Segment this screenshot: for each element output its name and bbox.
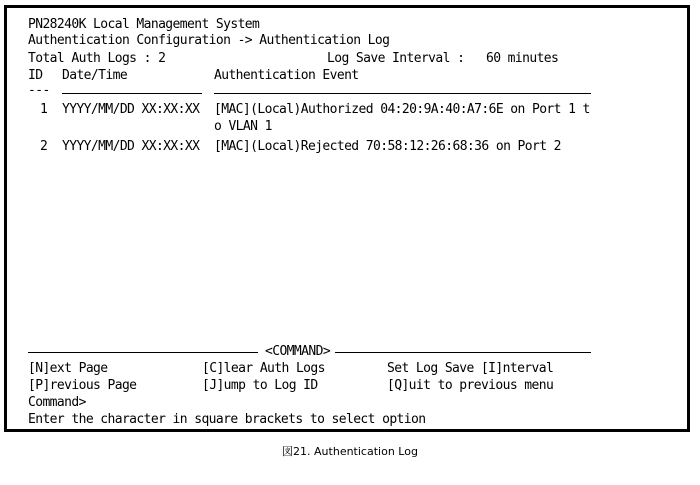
row-id: 2 xyxy=(40,139,48,154)
column-header-event: Authentication Event xyxy=(214,68,359,83)
row-event: [MAC](Local)Authorized 04:20:9A:40:A7:6E on Port 1 t xyxy=(214,102,590,117)
clear-auth-logs-option[interactable]: [C]lear Auth Logs xyxy=(202,361,325,376)
row-datetime: YYYY/MM/DD XX:XX:XX xyxy=(62,102,200,117)
figure-caption: 図21. Authentication Log xyxy=(282,445,418,458)
system-title: PN28240K Local Management System xyxy=(28,17,260,32)
column-header-datetime: Date/Time xyxy=(62,68,128,83)
command-title: <COMMAND> xyxy=(265,344,331,359)
help-hint: Enter the character in square brackets to select option xyxy=(28,412,426,427)
command-prompt[interactable]: Command> xyxy=(28,395,86,410)
quit-option[interactable]: [Q]uit to previous menu xyxy=(387,378,554,393)
row-datetime: YYYY/MM/DD XX:XX:XX xyxy=(62,139,200,154)
command-rule-left xyxy=(28,352,258,353)
total-auth-logs: Total Auth Logs : 2 xyxy=(28,51,166,66)
breadcrumb: Authentication Configuration -> Authentication Log xyxy=(28,33,390,48)
event-separator xyxy=(214,93,591,94)
id-separator: --- xyxy=(28,83,50,98)
terminal-screen xyxy=(4,5,690,432)
previous-page-option[interactable]: [P]revious Page xyxy=(28,378,137,393)
set-interval-option[interactable]: Set Log Save [I]nterval xyxy=(387,361,554,376)
log-save-interval: Log Save Interval : 60 minutes xyxy=(327,51,559,66)
command-rule-right xyxy=(335,352,591,353)
next-page-option[interactable]: [N]ext Page xyxy=(28,361,108,376)
datetime-separator xyxy=(62,93,202,94)
column-header-id: ID xyxy=(28,68,43,83)
row-id: 1 xyxy=(40,102,48,117)
jump-to-log-option[interactable]: [J]ump to Log ID xyxy=(202,378,318,393)
row-event-continued: o VLAN 1 xyxy=(214,119,272,134)
row-event: [MAC](Local)Rejected 70:58:12:26:68:36 on Port 2 xyxy=(214,139,561,154)
